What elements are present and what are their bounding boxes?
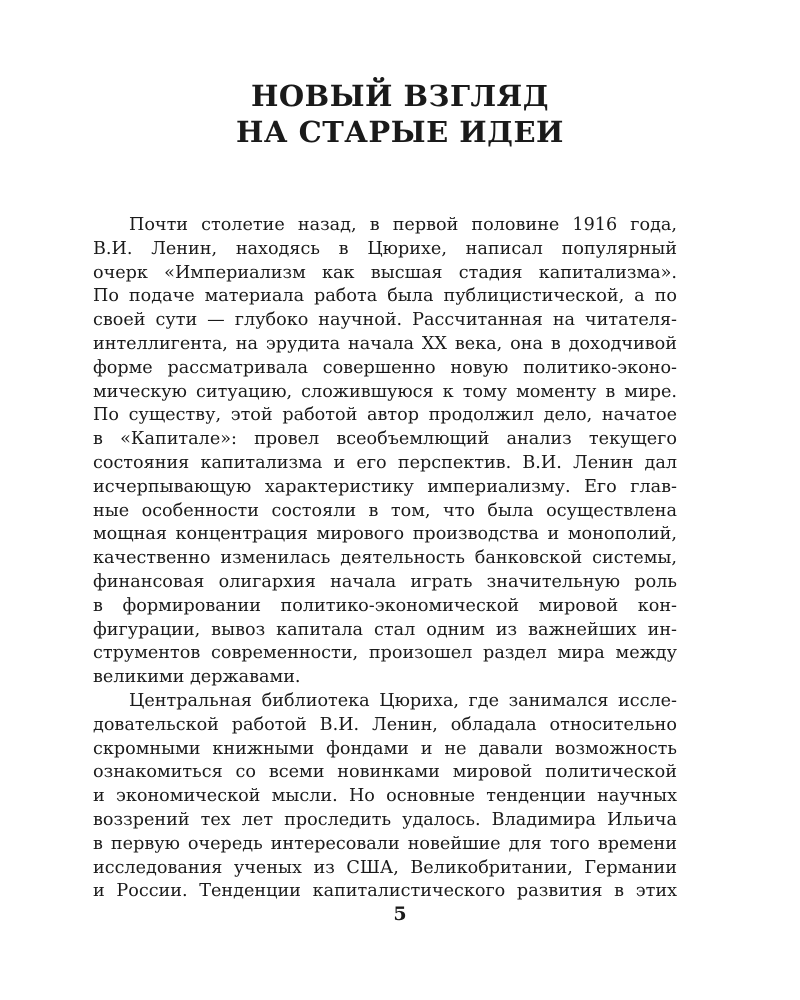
- text-line: воззрений тех лет проследить удалось. Владимира Ильича: [93, 809, 677, 830]
- text-line: интеллигента, на эрудита начала XX века, она в доходчивой: [93, 333, 677, 354]
- text-line: По существу, этой работой автор продолжил дело, начатое: [93, 405, 677, 426]
- page-number: 5: [393, 903, 407, 925]
- text-line: ные особенности состояли в том, что была осуществлена: [93, 500, 677, 521]
- chapter-title: [0, 78, 800, 150]
- text-line: в «Капитале»: провел всеобъемлющий анализ текущего: [93, 429, 677, 450]
- text-line: струментов современности, произошел раздел мира между: [93, 643, 677, 664]
- body-text: [93, 214, 677, 904]
- text-line: В.И. Ленин, находясь в Цюрихе, написал популярный: [93, 238, 677, 259]
- text-line: скромными книжными фондами и не давали возможность: [93, 738, 677, 759]
- text-line: качественно изменилась деятельность банковской системы,: [93, 548, 677, 569]
- text-line: и экономической мысли. Но основные тенденции научных: [93, 786, 677, 807]
- text-line: в формировании политико-экономической мировой кон-: [93, 595, 677, 616]
- text-line: довательской работой В.И. Ленин, обладала относительно: [93, 714, 677, 735]
- text-line: исследования ученых из США, Великобритании, Германии: [93, 857, 677, 878]
- paragraph-2: [93, 690, 677, 904]
- text-line: своей сути — глубоко научной. Рассчитанная на читателя-: [93, 310, 677, 331]
- text-line: исчерпывающую характеристику империализму. Его глав-: [93, 476, 677, 497]
- text-line: ознакомиться со всеми новинками мировой политической: [93, 762, 677, 783]
- text-line: По подаче материала работа была публицистической, а по: [93, 286, 677, 307]
- text-line: форме рассматривала совершенно новую политико-эконо-: [93, 357, 677, 378]
- paragraph-1: [93, 214, 677, 690]
- text-line: фигурации, вывоз капитала стал одним из важнейших ин-: [93, 619, 677, 640]
- text-line: мическую ситуацию, сложившуюся к тому моменту в мире.: [93, 381, 677, 402]
- text-line: очерк «Империализм как высшая стадия капитализма».: [93, 262, 677, 283]
- text-line: состояния капитализма и его перспектив. В.И. Ленин дал: [93, 452, 677, 473]
- text-line: мощная концентрация мирового производства и монополий,: [93, 524, 677, 545]
- chapter-title-line-1: НОВЫЙ ВЗГЛЯД: [251, 79, 549, 113]
- text-line: в первую очередь интересовали новейшие для того времени: [93, 833, 677, 854]
- text-line: Центральная библиотека Цюриха, где занимался иссле-: [129, 690, 677, 711]
- chapter-title-line-2: НА СТАРЫЕ ИДЕИ: [236, 115, 564, 149]
- text-line: и России. Тенденции капиталистического развития в этих: [93, 881, 677, 902]
- text-line: Почти столетие назад, в первой половине 1916 года,: [129, 215, 677, 235]
- text-line: финансовая олигархия начала играть значительную роль: [93, 571, 677, 592]
- text-line: великими державами.: [93, 667, 301, 688]
